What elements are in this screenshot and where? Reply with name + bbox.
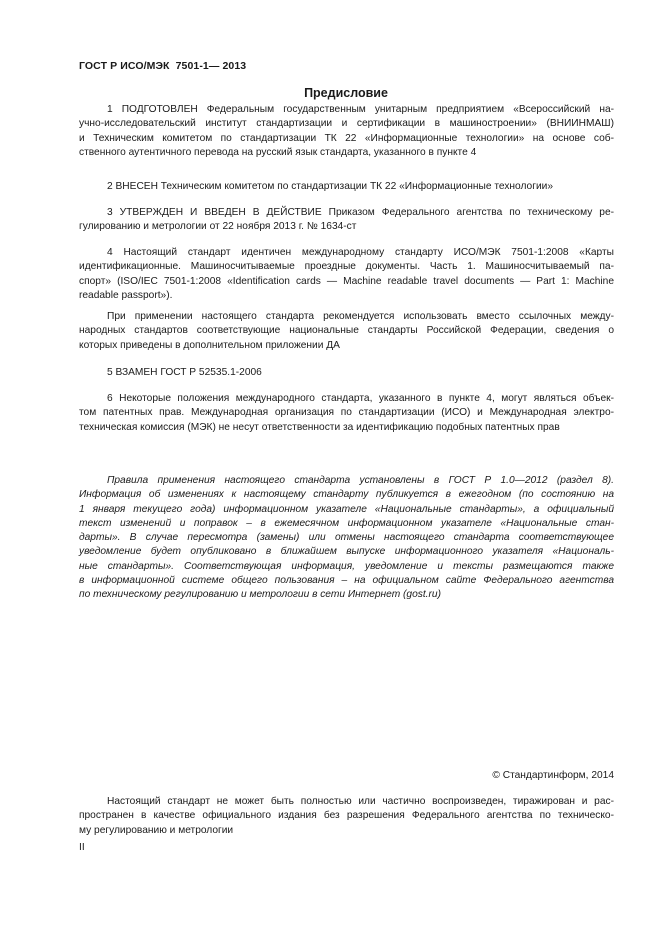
text-line: Настоящий стандарт не может быть полностью или частично воспроизведен, тиражирован и рас-: [107, 796, 614, 807]
copyright-notice: © Стандартинформ, 2014: [492, 770, 614, 781]
paragraph-patent-rights: [79, 392, 614, 435]
paragraph-identical-standard: [79, 246, 614, 303]
text-line: в информационной системе общего пользования – на официальном сайте Федерального агентства: [79, 575, 614, 587]
text-line: народных стандартов соответствующие национальные стандарты Российской Федерации, сведения о: [79, 325, 614, 337]
reproduction-notice: [79, 795, 614, 838]
document-code-header: ГОСТ Р ИСО/МЭК 7501-1— 2013: [79, 60, 247, 72]
text-line: пространен в качестве официального издания без разрешения Федерального агентства по техническо-: [79, 810, 614, 822]
text-line: идентификационные. Машиносчитываемые проездные документы. Часть 1. Машиносчитываемый па-: [79, 261, 614, 273]
text-line: и Техническим комитетом по стандартизации ТК 22 «Информационные технологии» на основе соб-: [79, 132, 614, 144]
text-line: уведомление будет опубликовано в ближайшем выпуске информационного указателя «Националь-: [79, 546, 614, 558]
text-line: 6 Некоторые положения международного стандарта, указанного в пункте 4, могут являться объек-: [107, 393, 614, 404]
paragraph-prepared-by: [79, 103, 614, 160]
text-line: том патентных прав. Международная организация по стандартизации (ИСО) и Международная электро-: [79, 407, 614, 419]
paragraph-application-note: [79, 310, 614, 353]
text-line: гулированию и метрологии от 22 ноября 2013 г. № 1634-ст: [79, 221, 357, 233]
text-line: Правила применения настоящего стандарта установлены в ГОСТ Р 1.0—2012 (раздел 8).: [107, 475, 614, 486]
text-line: readable passport»).: [79, 289, 173, 301]
text-line: техническая комиссия (МЭК) не несут ответственности за идентификацию подобных патентных прав: [79, 421, 560, 433]
text-line: 1 января текущего года) информационном указателе «Национальные стандарты», а официальный: [79, 503, 614, 515]
text-line: 3 УТВЕРЖДЕН И ВВЕДЕН В ДЕЙСТВИЕ Приказом Федерального агентства по техническому ре-: [107, 207, 614, 218]
text-line: по техническому регулированию и метрологии в сети Интернет (gost.ru): [79, 589, 441, 601]
text-line: ные стандарты». Соответствующая информация, уведомление и тексты размещаются также: [79, 560, 614, 572]
text-line: 1 ПОДГОТОВЛЕН Федеральным государственным унитарным предприятием «Всероссийский на-: [107, 104, 614, 115]
text-line: учно-исследовательский институт стандартизации и сертификации в машиностроении» (ВНИИНМАШ): [79, 118, 614, 130]
text-line: Информация об изменениях к настоящему стандарту публикуется в ежегодном (по состоянию на: [79, 489, 614, 501]
page-title: Предисловие: [304, 86, 388, 100]
page-number: II: [79, 842, 85, 853]
text-line: 2 ВНЕСЕН Техническим комитетом по стандартизации ТК 22 «Информационные технологии»: [107, 181, 553, 192]
text-line: 5 ВЗАМЕН ГОСТ Р 52535.1-2006: [107, 367, 262, 378]
text-line: текст изменений и поправок – в ежемесячном информационном указателе «Национальные стан-: [79, 517, 614, 529]
text-line: 4 Настоящий стандарт идентичен международному стандарту ИСО/МЭК 7501-1:2008 «Карты: [107, 247, 614, 258]
text-line: ственного аутентичного перевода на русский язык стандарта, указанного в пункте 4: [79, 146, 477, 158]
paragraph-replaces: [79, 366, 614, 380]
application-rules-notice: [79, 474, 614, 603]
text-line: му регулированию и метрологии: [79, 824, 234, 836]
text-line: При применении настоящего стандарта рекомендуется использовать вместо ссылочных между-: [107, 311, 614, 322]
text-line: спорт» (ISO/IEC 7501-1:2008 «Identification cards — Machine readable travel documents — Part 1: Machine: [79, 275, 614, 287]
paragraph-approved: [79, 206, 614, 235]
text-line: которых приведены в дополнительном приложении ДА: [79, 339, 340, 351]
text-line: дарты». В случае пересмотра (замены) или отмены настоящего стандарта соответствующее: [79, 532, 614, 544]
paragraph-introduced-by: [79, 180, 614, 194]
